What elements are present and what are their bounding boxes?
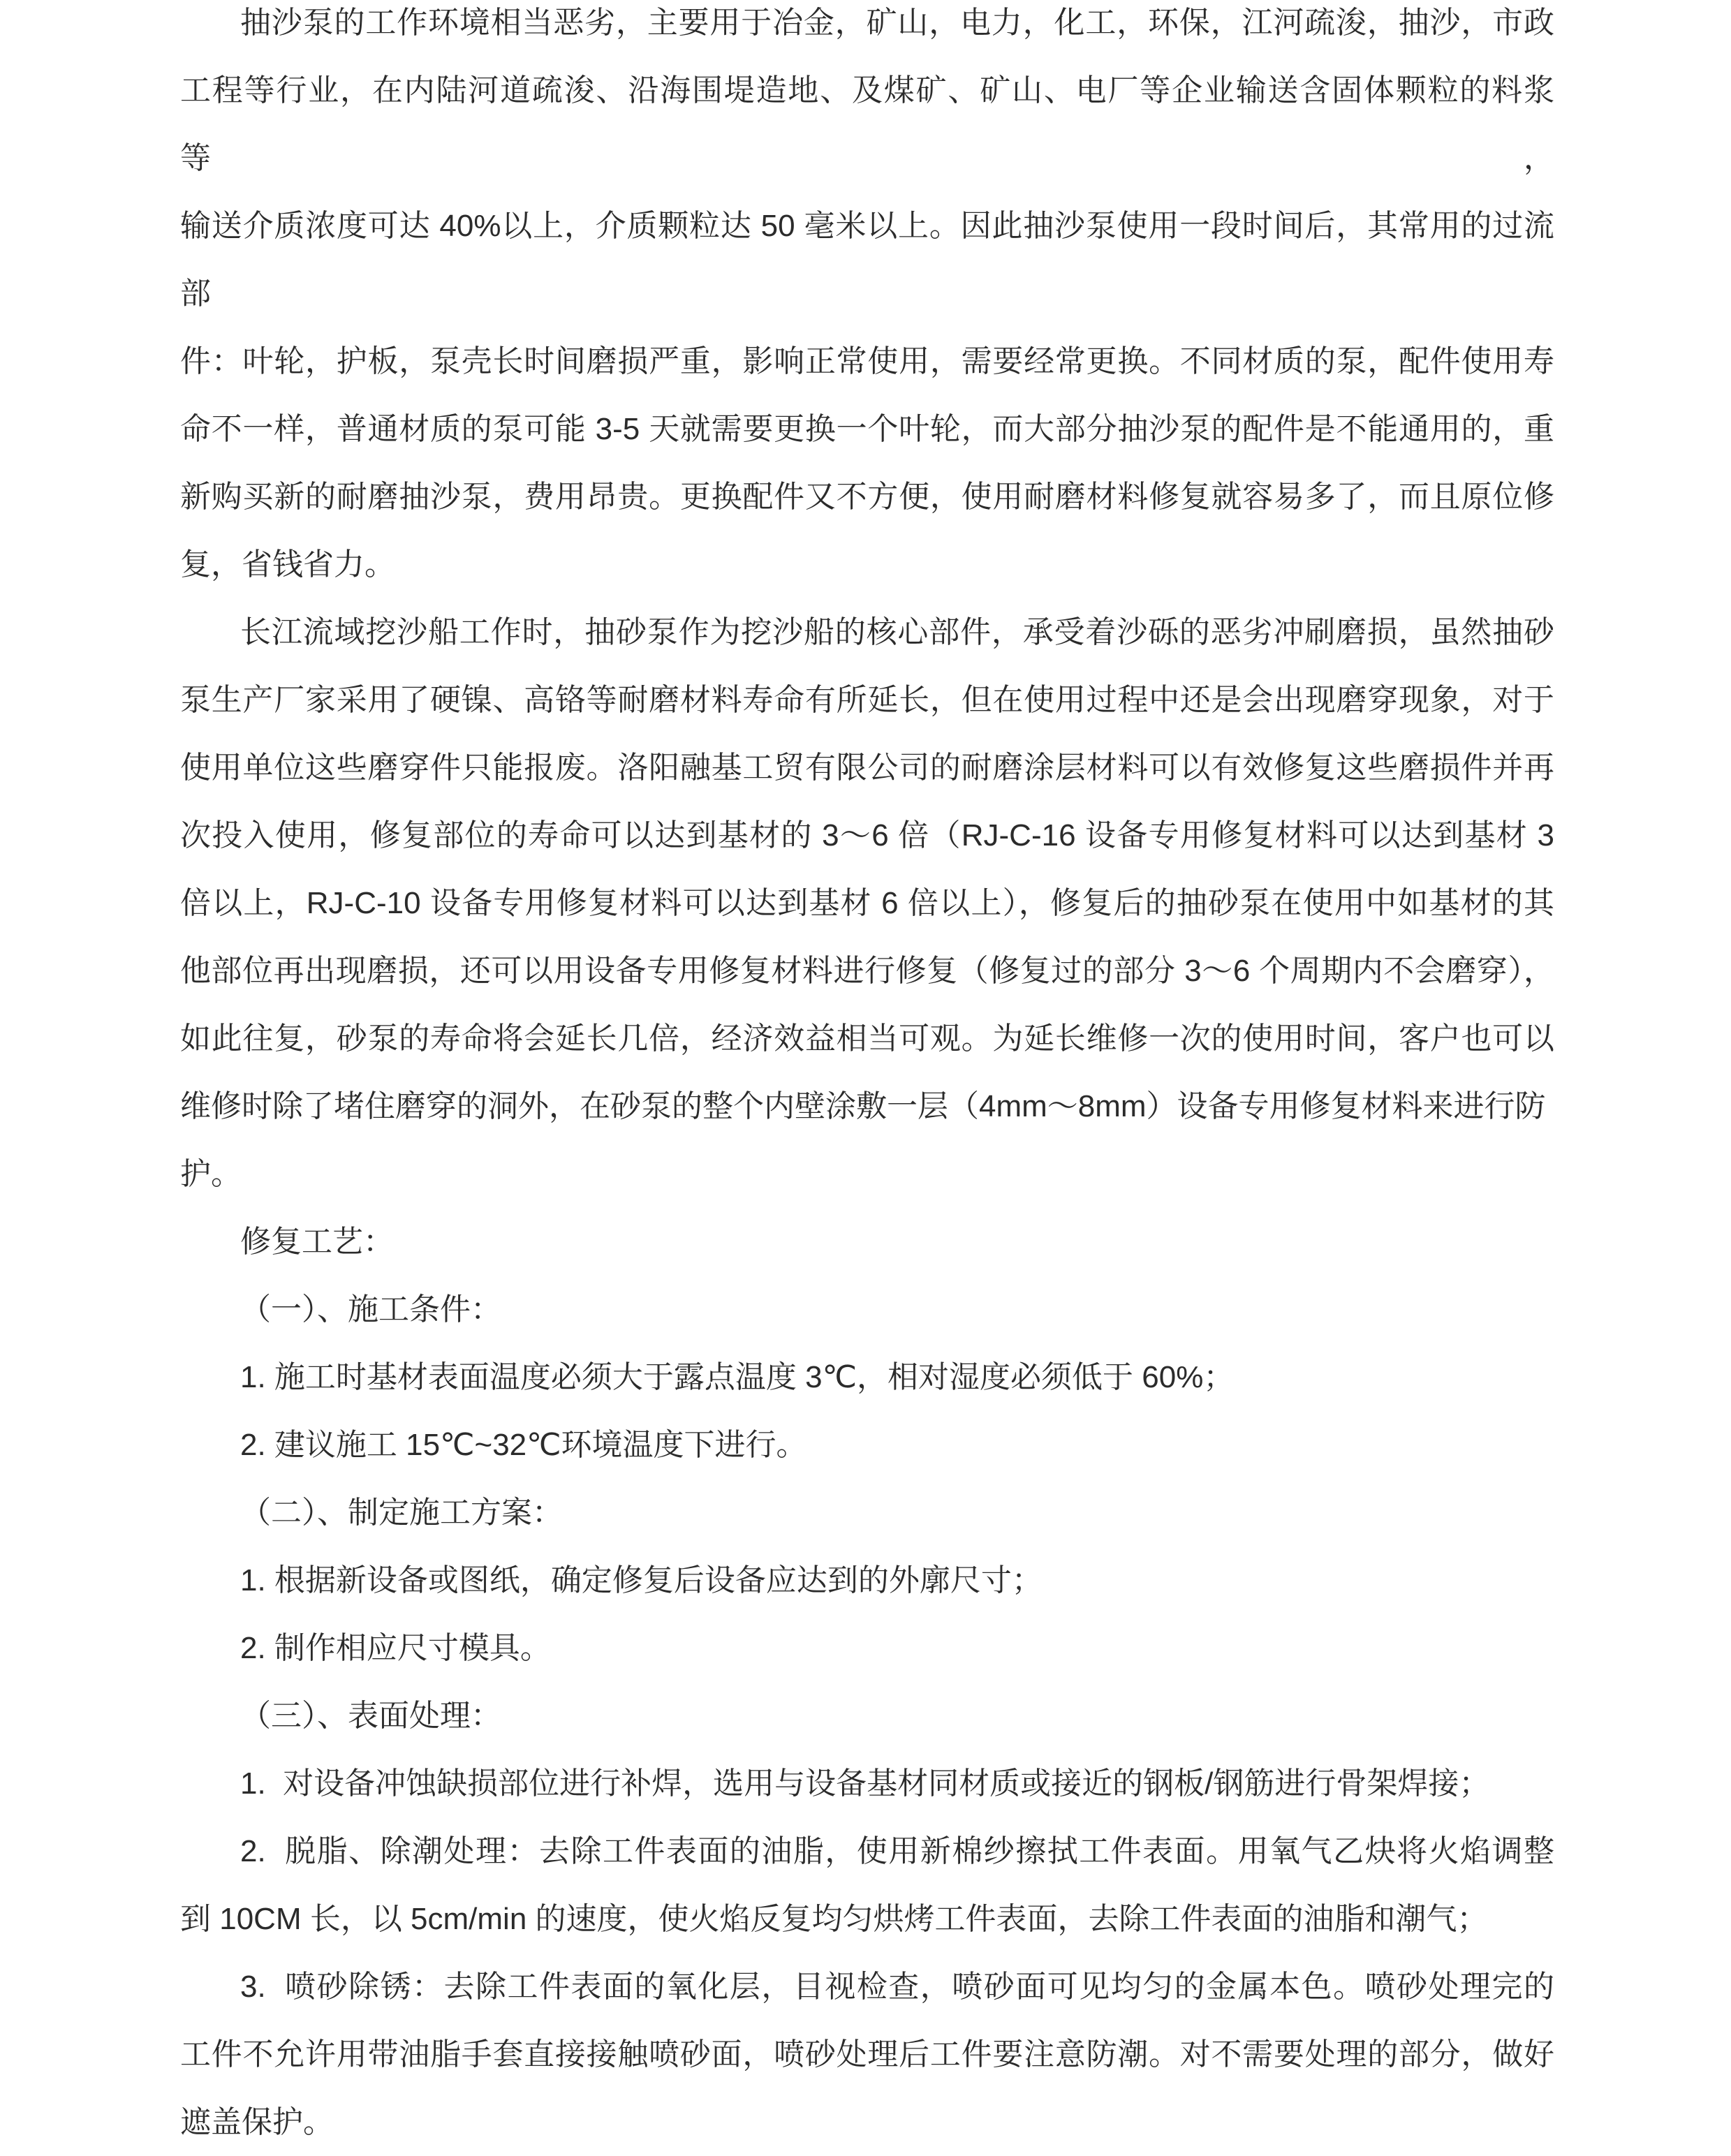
text-line: 使用单位这些磨穿件只能报废。洛阳融基工贸有限公司的耐磨涂层材料可以有效修复这些磨损件并再 [180,751,1554,785]
text-line: 1. 施工时基材表面温度必须大于露点温度 3℃，相对湿度必须低于 60%； [240,1360,1235,1394]
text-line: 到 10CM 长，以 5cm/min 的速度，使火焰反复均匀烘烤工件表面，去除工件表面的油脂和潮气； [180,1902,1488,1936]
paragraph [180,0,1554,598]
text-line: 输送介质浓度可达 40%以上，介质颗粒达 50 毫米以上。因此抽沙泵使用一段时间后，其常用的过流部 [180,209,1554,311]
text-line: 工件不允许用带油脂手套直接接触喷砂面，喷砂处理后工件要注意防潮。对不需要处理的部分，做好 [180,2037,1554,2072]
text-line: 他部位再出现磨损，还可以用设备专用修复材料进行修复（修复过的部分 3～6 个周期内不会磨穿）， [180,954,1554,988]
text-line: 修复工艺： [240,1225,394,1259]
text-line: 2. 建议施工 15℃~32℃环境温度下进行。 [240,1428,807,1462]
list-item [180,1343,1554,1411]
text-line: （二）、制定施工方案： [240,1496,563,1530]
text-line: （三）、表面处理： [240,1699,501,1733]
text-line: 如此往复，砂泵的寿命将会延长几倍，经济效益相当可观。为延长维修一次的使用时间，客户也可以 [180,1021,1554,1056]
text-line: 维修时除了堵住磨穿的洞外，在砂泵的整个内壁涂敷一层（4mm～8mm）设备专用修复材料来进行防护。 [180,1089,1546,1191]
text-line: 抽沙泵的工作环境相当恶劣，主要用于冶金，矿山，电力，化工，环保，江河疏浚，抽沙，市政 [240,6,1554,40]
heading [180,1276,1554,1343]
text-line: 1. 根据新设备或图纸，确定修复后设备应达到的外廓尺寸； [240,1563,1043,1597]
text-line: 泵生产厂家采用了硬镍、高铬等耐磨材料寿命有所延长，但在使用过程中还是会出现磨穿现象，对于 [180,683,1554,717]
text-line: 长江流域挖沙船工作时，抽砂泵作为挖沙船的核心部件，承受着沙砾的恶劣冲刷磨损，虽然抽砂 [240,615,1554,649]
list-item [180,1546,1554,1614]
heading [180,1208,1554,1276]
text-line: 件：叶轮，护板，泵壳长时间磨损严重，影响正常使用，需要经常更换。不同材质的泵，配件使用寿 [180,344,1554,378]
text-line: 2. 脱脂、除潮处理：去除工件表面的油脂，使用新棉纱擦拭工件表面。用氧气乙炔将火焰调整 [240,1834,1554,1868]
text-line: 3. 喷砂除锈：去除工件表面的氧化层，目视检查，喷砂面可见均匀的金属本色。喷砂处理完的 [240,1970,1554,2004]
text-line: 次投入使用，修复部位的寿命可以达到基材的 3～6 倍（RJ-C-16 设备专用修复材料可以达到基材 3 [180,818,1554,852]
text-line: 新购买新的耐磨抽沙泵，费用昂贵。更换配件又不方便，使用耐磨材料修复就容易多了，而且原位修 [180,480,1554,514]
text-line: 工程等行业，在内陆河道疏浚、沿海围堤造地、及煤矿、矿山、电厂等企业输送含固体颗粒的料浆等， [180,73,1554,175]
document-content [180,0,1554,2156]
heading [180,1682,1554,1750]
text-line: （一）、施工条件： [240,1292,501,1327]
list-item [180,1411,1554,1479]
text-line: 复，省钱省力。 [180,547,395,582]
heading [180,1479,1554,1546]
text-line: 2. 制作相应尺寸模具。 [240,1631,551,1665]
list-item [180,1750,1554,1817]
list-item [180,1953,1554,2156]
text-line: 1. 对设备冲蚀缺损部位进行补焊，选用与设备基材同材质或接近的钢板/钢筋进行骨架焊接； [240,1766,1490,1801]
list-item [180,1817,1554,1953]
paragraph [180,598,1554,1208]
text-line: 遮盖保护。 [180,2105,334,2139]
text-line: 命不一样，普通材质的泵可能 3-5 天就需要更换一个叶轮，而大部分抽沙泵的配件是不能通用的，重 [180,412,1554,446]
list-item [180,1614,1554,1682]
text-line: 倍以上，RJ-C-10 设备专用修复材料可以达到基材 6 倍以上），修复后的抽砂泵在使用中如基材的其 [180,886,1554,920]
